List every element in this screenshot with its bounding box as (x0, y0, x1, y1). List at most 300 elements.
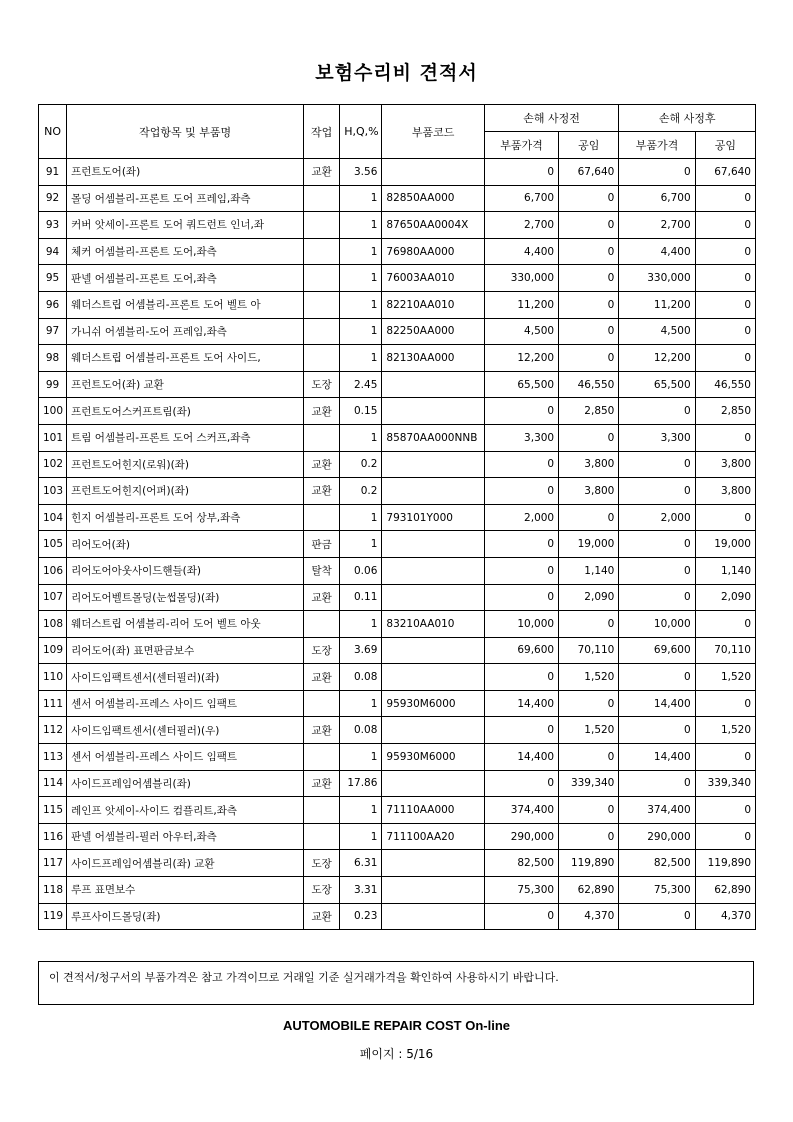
row-before-part-price: 0 (484, 159, 558, 186)
row-before-labor: 19,000 (559, 531, 619, 558)
row-before-labor: 0 (559, 185, 619, 212)
table-row (39, 637, 756, 664)
row-after-labor: 0 (695, 611, 755, 638)
row-item: 사이드프레임어셈블리(좌) (67, 770, 304, 797)
row-work (304, 611, 340, 638)
row-code: 85870AA000NNB (382, 424, 484, 451)
row-item: 트림 어셈블리-프론트 도어 스커프,좌측 (67, 424, 304, 451)
table-row (39, 238, 756, 265)
row-item: 웨더스트립 어셈블리-프론트 도어 사이드, (67, 345, 304, 372)
row-before-labor: 0 (559, 823, 619, 850)
row-code: 95930M6000 (382, 744, 484, 771)
row-hq: 0.08 (340, 664, 382, 691)
row-code (382, 159, 484, 186)
row-code (382, 770, 484, 797)
row-item: 리어도어(좌) (67, 531, 304, 558)
row-before-part-price: 0 (484, 717, 558, 744)
row-hq: 17.86 (340, 770, 382, 797)
table-row (39, 265, 756, 292)
row-code: 711100AA20 (382, 823, 484, 850)
table-row (39, 398, 756, 425)
table-row (39, 504, 756, 531)
row-before-part-price: 0 (484, 531, 558, 558)
row-before-labor: 46,550 (559, 371, 619, 398)
row-before-part-price: 2,000 (484, 504, 558, 531)
row-after-labor: 1,140 (695, 557, 755, 584)
row-hq: 3.56 (340, 159, 382, 186)
header-before-part-price: 부품가격 (484, 132, 558, 159)
row-work (304, 504, 340, 531)
row-after-labor: 2,090 (695, 584, 755, 611)
table-row (39, 850, 756, 877)
row-hq: 1 (340, 212, 382, 239)
row-after-part-price: 0 (619, 664, 695, 691)
row-no: 97 (39, 318, 67, 345)
table-row (39, 690, 756, 717)
row-after-part-price: 75,300 (619, 877, 695, 904)
row-after-part-price: 0 (619, 478, 695, 505)
row-before-part-price: 65,500 (484, 371, 558, 398)
row-hq: 1 (340, 265, 382, 292)
row-hq: 1 (340, 318, 382, 345)
row-before-part-price: 0 (484, 451, 558, 478)
row-after-part-price: 0 (619, 770, 695, 797)
row-after-labor: 0 (695, 291, 755, 318)
row-code: 76980AA000 (382, 238, 484, 265)
row-after-labor: 119,890 (695, 850, 755, 877)
table-row (39, 451, 756, 478)
table-row (39, 877, 756, 904)
row-hq: 1 (340, 744, 382, 771)
row-code (382, 584, 484, 611)
price-notice (38, 961, 754, 1005)
header-before: 손해 사정전 (484, 105, 619, 132)
row-work (304, 318, 340, 345)
table-row (39, 531, 756, 558)
row-before-labor: 1,520 (559, 664, 619, 691)
header-work: 작업 (304, 105, 340, 159)
row-before-part-price: 374,400 (484, 797, 558, 824)
row-no: 119 (39, 903, 67, 930)
brand-footer: AUTOMOBILE REPAIR COST On-line (282, 1018, 511, 1033)
row-hq: 1 (340, 823, 382, 850)
row-after-part-price: 65,500 (619, 371, 695, 398)
row-work (304, 823, 340, 850)
row-hq: 2.45 (340, 371, 382, 398)
row-after-labor: 62,890 (695, 877, 755, 904)
row-before-labor: 0 (559, 744, 619, 771)
row-after-labor: 1,520 (695, 717, 755, 744)
row-no: 117 (39, 850, 67, 877)
row-after-part-price: 0 (619, 717, 695, 744)
row-item: 프런트도어힌지(어퍼)(좌) (67, 478, 304, 505)
row-code (382, 451, 484, 478)
row-hq: 1 (340, 424, 382, 451)
row-work: 교환 (304, 717, 340, 744)
row-item: 리어도어아웃사이드핸들(좌) (67, 557, 304, 584)
table-row (39, 664, 756, 691)
row-work: 교환 (304, 584, 340, 611)
row-no: 112 (39, 717, 67, 744)
row-after-labor: 2,850 (695, 398, 755, 425)
row-no: 111 (39, 690, 67, 717)
row-item: 리어도어벨트몰딩(눈썹몰딩)(좌) (67, 584, 304, 611)
row-before-labor: 2,090 (559, 584, 619, 611)
row-item: 루프사이드몰딩(좌) (67, 903, 304, 930)
row-no: 108 (39, 611, 67, 638)
row-no: 100 (39, 398, 67, 425)
row-no: 95 (39, 265, 67, 292)
row-hq: 1 (340, 291, 382, 318)
table-row (39, 318, 756, 345)
row-before-part-price: 10,000 (484, 611, 558, 638)
row-before-part-price: 290,000 (484, 823, 558, 850)
row-before-labor: 0 (559, 265, 619, 292)
row-work: 교환 (304, 770, 340, 797)
row-work: 도장 (304, 850, 340, 877)
row-no: 105 (39, 531, 67, 558)
row-no: 94 (39, 238, 67, 265)
table-row (39, 291, 756, 318)
row-item: 체커 어셈블리-프론트 도어,좌측 (67, 238, 304, 265)
row-after-labor: 4,370 (695, 903, 755, 930)
row-after-labor: 0 (695, 238, 755, 265)
row-after-part-price: 3,300 (619, 424, 695, 451)
row-item: 커버 앗세이-프론트 도어 쿼드런트 인너,좌 (67, 212, 304, 239)
row-before-labor: 0 (559, 690, 619, 717)
row-item: 리어도어(좌) 표면판금보수 (67, 637, 304, 664)
row-work: 도장 (304, 637, 340, 664)
row-after-part-price: 11,200 (619, 291, 695, 318)
row-before-part-price: 0 (484, 398, 558, 425)
row-after-labor: 70,110 (695, 637, 755, 664)
row-hq: 1 (340, 611, 382, 638)
row-no: 99 (39, 371, 67, 398)
row-code (382, 664, 484, 691)
row-after-part-price: 290,000 (619, 823, 695, 850)
row-no: 93 (39, 212, 67, 239)
row-work (304, 690, 340, 717)
estimate-table (38, 104, 756, 930)
row-no: 109 (39, 637, 67, 664)
row-item: 사이드임팩트센서(센터필러)(우) (67, 717, 304, 744)
row-before-part-price: 14,400 (484, 690, 558, 717)
row-code: 95930M6000 (382, 690, 484, 717)
row-item: 프런트도어스커프트림(좌) (67, 398, 304, 425)
header-no: NO (39, 105, 67, 159)
row-work: 도장 (304, 877, 340, 904)
row-before-labor: 0 (559, 318, 619, 345)
row-after-part-price: 0 (619, 557, 695, 584)
row-code: 82850AA000 (382, 185, 484, 212)
row-hq: 6.31 (340, 850, 382, 877)
row-no: 113 (39, 744, 67, 771)
table-row (39, 159, 756, 186)
row-hq: 3.69 (340, 637, 382, 664)
row-code (382, 717, 484, 744)
row-no: 102 (39, 451, 67, 478)
table-row (39, 345, 756, 372)
row-work (304, 212, 340, 239)
row-item: 사이드프레임어셈블리(좌) 교환 (67, 850, 304, 877)
table-row (39, 903, 756, 930)
row-hq: 3.31 (340, 877, 382, 904)
row-before-labor: 0 (559, 424, 619, 451)
row-no: 101 (39, 424, 67, 451)
row-code: 83210AA010 (382, 611, 484, 638)
table-row (39, 478, 756, 505)
row-after-part-price: 10,000 (619, 611, 695, 638)
row-after-part-price: 0 (619, 584, 695, 611)
row-hq: 1 (340, 690, 382, 717)
table-row (39, 424, 756, 451)
row-work: 교환 (304, 478, 340, 505)
row-no: 103 (39, 478, 67, 505)
table-row (39, 823, 756, 850)
row-work: 교환 (304, 664, 340, 691)
row-after-labor: 0 (695, 185, 755, 212)
row-hq: 0.08 (340, 717, 382, 744)
row-before-labor: 70,110 (559, 637, 619, 664)
row-hq: 0.15 (340, 398, 382, 425)
row-before-labor: 62,890 (559, 877, 619, 904)
row-code: 82250AA000 (382, 318, 484, 345)
row-before-labor: 1,520 (559, 717, 619, 744)
table-row (39, 717, 756, 744)
header-after: 손해 사정후 (619, 105, 756, 132)
row-before-part-price: 0 (484, 478, 558, 505)
row-item: 몰딩 어셈블리-프론트 도어 프레임,좌측 (67, 185, 304, 212)
row-after-part-price: 0 (619, 531, 695, 558)
row-after-labor: 19,000 (695, 531, 755, 558)
table-row (39, 797, 756, 824)
row-work (304, 238, 340, 265)
header-before-labor: 공임 (559, 132, 619, 159)
row-no: 92 (39, 185, 67, 212)
row-no: 91 (39, 159, 67, 186)
row-item: 힌지 어셈블리-프론트 도어 상부,좌측 (67, 504, 304, 531)
table-row (39, 557, 756, 584)
row-before-part-price: 4,500 (484, 318, 558, 345)
row-item: 프런트도어(좌) (67, 159, 304, 186)
row-after-labor: 0 (695, 744, 755, 771)
row-after-part-price: 6,700 (619, 185, 695, 212)
row-code (382, 398, 484, 425)
row-after-part-price: 0 (619, 903, 695, 930)
row-before-part-price: 0 (484, 584, 558, 611)
row-after-part-price: 4,500 (619, 318, 695, 345)
row-after-labor: 0 (695, 797, 755, 824)
header-code: 부품코드 (382, 105, 484, 159)
row-before-labor: 0 (559, 291, 619, 318)
row-after-labor: 1,520 (695, 664, 755, 691)
row-hq: 0.11 (340, 584, 382, 611)
row-before-part-price: 0 (484, 664, 558, 691)
row-no: 115 (39, 797, 67, 824)
row-work: 교환 (304, 398, 340, 425)
row-after-labor: 339,340 (695, 770, 755, 797)
row-hq: 1 (340, 238, 382, 265)
row-after-labor: 0 (695, 823, 755, 850)
price-notice-text: 이 견적서/청구서의 부품가격은 참고 가격이므로 거래일 기준 실거래가격을 확인하여 사용하시기 바랍니다. (49, 971, 559, 984)
row-before-part-price: 69,600 (484, 637, 558, 664)
row-code (382, 557, 484, 584)
page-number: 페이지 : 5/16 (359, 1047, 434, 1061)
row-code: 76003AA010 (382, 265, 484, 292)
row-code: 793101Y000 (382, 504, 484, 531)
row-work: 도장 (304, 371, 340, 398)
row-no: 96 (39, 291, 67, 318)
row-work: 판금 (304, 531, 340, 558)
row-before-labor: 3,800 (559, 478, 619, 505)
row-item: 사이드임팩트센서(센터필러)(좌) (67, 664, 304, 691)
row-after-part-price: 330,000 (619, 265, 695, 292)
table-row (39, 185, 756, 212)
row-work (304, 744, 340, 771)
row-after-part-price: 4,400 (619, 238, 695, 265)
row-code (382, 531, 484, 558)
row-after-labor: 3,800 (695, 478, 755, 505)
row-after-part-price: 0 (619, 398, 695, 425)
row-work (304, 185, 340, 212)
row-item: 루프 표면보수 (67, 877, 304, 904)
row-after-labor: 0 (695, 318, 755, 345)
row-work: 탈착 (304, 557, 340, 584)
row-item: 센서 어셈블리-프레스 사이드 임팩트 (67, 690, 304, 717)
row-hq: 0.2 (340, 478, 382, 505)
header-after-part-price: 부품가격 (619, 132, 695, 159)
row-after-part-price: 0 (619, 159, 695, 186)
row-item: 가니쉬 어셈블리-도어 프레임,좌측 (67, 318, 304, 345)
row-hq: 0.06 (340, 557, 382, 584)
row-hq: 1 (340, 797, 382, 824)
row-no: 116 (39, 823, 67, 850)
header-hq: H,Q,% (340, 105, 382, 159)
row-work (304, 345, 340, 372)
row-no: 114 (39, 770, 67, 797)
row-before-part-price: 0 (484, 770, 558, 797)
row-code: 71110AA000 (382, 797, 484, 824)
row-before-part-price: 2,700 (484, 212, 558, 239)
row-code (382, 850, 484, 877)
row-item: 레인프 앗세이-사이드 컴플리트,좌측 (67, 797, 304, 824)
row-before-labor: 339,340 (559, 770, 619, 797)
table-row (39, 371, 756, 398)
table-row (39, 584, 756, 611)
row-before-labor: 0 (559, 238, 619, 265)
row-before-part-price: 82,500 (484, 850, 558, 877)
row-after-labor: 46,550 (695, 371, 755, 398)
row-before-labor: 2,850 (559, 398, 619, 425)
row-before-labor: 67,640 (559, 159, 619, 186)
row-before-labor: 119,890 (559, 850, 619, 877)
row-before-part-price: 4,400 (484, 238, 558, 265)
row-before-labor: 4,370 (559, 903, 619, 930)
row-hq: 1 (340, 504, 382, 531)
row-work (304, 797, 340, 824)
row-item: 프런트도어(좌) 교환 (67, 371, 304, 398)
row-after-labor: 0 (695, 265, 755, 292)
row-item: 판넬 어셈블리-필러 아우터,좌측 (67, 823, 304, 850)
row-before-labor: 1,140 (559, 557, 619, 584)
row-code (382, 478, 484, 505)
row-before-part-price: 11,200 (484, 291, 558, 318)
row-work: 교환 (304, 451, 340, 478)
row-item: 웨더스트립 어셈블리-프론트 도어 벨트 아 (67, 291, 304, 318)
row-no: 118 (39, 877, 67, 904)
row-code: 87650AA0004X (382, 212, 484, 239)
row-after-part-price: 14,400 (619, 690, 695, 717)
estimate-rows (39, 159, 756, 930)
row-hq: 0.2 (340, 451, 382, 478)
table-row (39, 212, 756, 239)
row-item: 프런트도어힌지(로워)(좌) (67, 451, 304, 478)
row-before-labor: 0 (559, 611, 619, 638)
row-hq: 1 (340, 531, 382, 558)
row-before-part-price: 330,000 (484, 265, 558, 292)
row-before-part-price: 3,300 (484, 424, 558, 451)
row-after-labor: 0 (695, 345, 755, 372)
row-after-labor: 67,640 (695, 159, 755, 186)
table-row (39, 744, 756, 771)
row-after-part-price: 82,500 (619, 850, 695, 877)
row-item: 판넬 어셈블리-프론트 도어,좌측 (67, 265, 304, 292)
row-before-labor: 0 (559, 345, 619, 372)
row-code (382, 637, 484, 664)
row-no: 106 (39, 557, 67, 584)
row-before-part-price: 14,400 (484, 744, 558, 771)
row-after-part-price: 2,700 (619, 212, 695, 239)
row-item: 웨더스트립 어셈블리-리어 도어 벨트 아웃 (67, 611, 304, 638)
row-code (382, 371, 484, 398)
row-after-part-price: 0 (619, 451, 695, 478)
row-before-labor: 0 (559, 504, 619, 531)
row-before-labor: 0 (559, 212, 619, 239)
row-no: 98 (39, 345, 67, 372)
row-code (382, 903, 484, 930)
row-code: 82130AA000 (382, 345, 484, 372)
row-before-part-price: 12,200 (484, 345, 558, 372)
document-title: 보험수리비 견적서 (315, 62, 478, 84)
row-hq: 1 (340, 185, 382, 212)
header-item: 작업항목 및 부품명 (67, 105, 304, 159)
table-row (39, 611, 756, 638)
header-after-labor: 공임 (695, 132, 755, 159)
row-after-labor: 0 (695, 690, 755, 717)
row-after-labor: 0 (695, 424, 755, 451)
row-work: 교환 (304, 903, 340, 930)
row-before-part-price: 6,700 (484, 185, 558, 212)
row-before-labor: 3,800 (559, 451, 619, 478)
row-after-part-price: 12,200 (619, 345, 695, 372)
row-work (304, 291, 340, 318)
row-no: 104 (39, 504, 67, 531)
row-after-part-price: 2,000 (619, 504, 695, 531)
row-before-part-price: 0 (484, 903, 558, 930)
row-no: 107 (39, 584, 67, 611)
row-before-part-price: 75,300 (484, 877, 558, 904)
row-after-part-price: 14,400 (619, 744, 695, 771)
row-after-labor: 0 (695, 504, 755, 531)
row-after-labor: 0 (695, 212, 755, 239)
row-after-part-price: 69,600 (619, 637, 695, 664)
row-before-part-price: 0 (484, 557, 558, 584)
row-after-labor: 3,800 (695, 451, 755, 478)
row-item: 센서 어셈블리-프레스 사이드 임팩트 (67, 744, 304, 771)
row-work (304, 265, 340, 292)
row-before-labor: 0 (559, 797, 619, 824)
row-work (304, 424, 340, 451)
